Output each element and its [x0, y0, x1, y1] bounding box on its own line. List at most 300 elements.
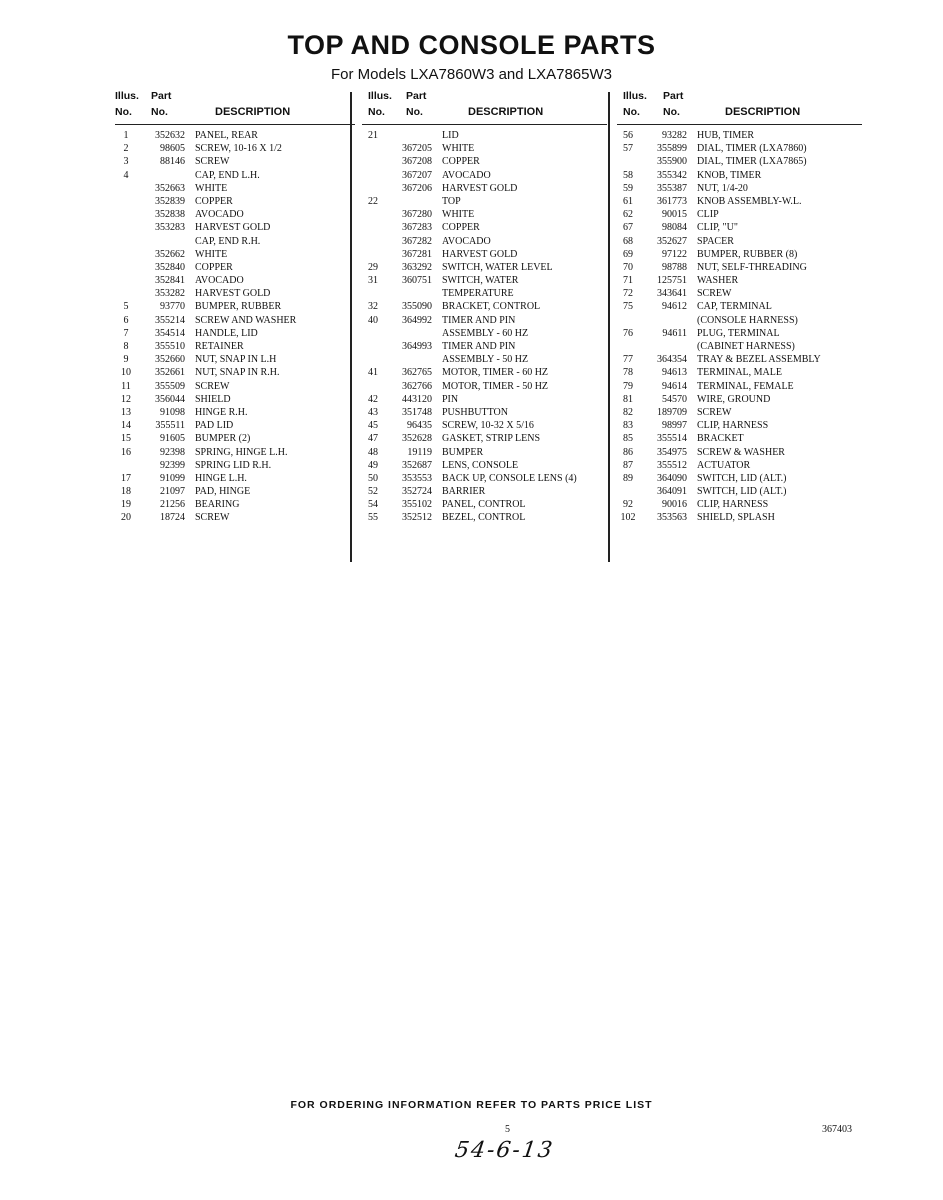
description: HARVEST GOLD — [195, 288, 271, 300]
part-no: 363292 — [402, 261, 432, 273]
illus-no — [115, 248, 137, 261]
table-row — [115, 485, 355, 498]
illus-no: 3 — [123, 156, 129, 168]
part-no: 352627 — [657, 235, 687, 247]
part-no — [137, 169, 195, 182]
description: BUMPER, RUBBER — [195, 301, 282, 313]
description: CLIP — [697, 209, 719, 221]
table-row — [362, 287, 607, 300]
illus-no — [362, 142, 384, 155]
illus-no: 58 — [623, 169, 633, 181]
illus-no: 72 — [623, 288, 633, 300]
part-no — [639, 314, 697, 327]
table-row — [362, 327, 607, 340]
illus-no: 16 — [121, 446, 131, 458]
part-no: 352661 — [155, 367, 185, 379]
description: MOTOR, TIMER - 60 HZ — [442, 367, 549, 379]
description: CLIP, "U" — [697, 222, 738, 234]
table-row — [617, 208, 862, 221]
table-row — [115, 432, 355, 445]
illus-no: 6 — [123, 314, 129, 326]
illus-no — [362, 169, 384, 182]
part-no: 355342 — [657, 169, 687, 181]
illus-no — [362, 380, 384, 393]
description: PAD LID — [195, 420, 234, 432]
parts-list — [617, 129, 862, 525]
table-row — [115, 129, 355, 142]
description: WHITE — [195, 182, 228, 194]
illus-no: 11 — [121, 380, 131, 392]
column-header — [617, 90, 862, 124]
part-no: 355509 — [155, 380, 185, 392]
table-row — [115, 274, 355, 287]
header-illus: Illus. — [623, 90, 647, 102]
table-row — [115, 393, 355, 406]
illus-no: 56 — [623, 130, 633, 141]
description: CAP, TERMINAL — [697, 301, 772, 313]
table-row — [617, 287, 862, 300]
part-no: 443120 — [402, 393, 432, 405]
illus-no: 47 — [368, 433, 378, 445]
illus-no — [362, 353, 384, 366]
part-no: 367205 — [402, 143, 432, 155]
part-no: 364091 — [657, 486, 687, 498]
illus-no — [115, 221, 137, 234]
part-no: 352662 — [155, 248, 185, 260]
part-no: 355511 — [155, 420, 185, 432]
part-no: 355900 — [657, 156, 687, 168]
description: SPRING, HINGE L.H. — [195, 446, 288, 458]
illus-no: 89 — [623, 472, 633, 484]
part-no: 355090 — [402, 301, 432, 313]
table-row — [115, 221, 355, 234]
table-row — [115, 169, 355, 182]
description: SPRING LID R.H. — [195, 459, 272, 471]
table-row — [115, 182, 355, 195]
part-no: 356044 — [155, 393, 185, 405]
part-no: 352512 — [402, 512, 432, 524]
part-no: 352628 — [402, 433, 432, 445]
part-no: 91098 — [160, 406, 185, 418]
description: COPPER — [195, 261, 233, 273]
illus-no — [617, 340, 639, 353]
part-no: 355514 — [657, 433, 687, 445]
part-no: 54570 — [662, 393, 687, 405]
illus-no: 43 — [368, 406, 378, 418]
description: BRACKET — [697, 433, 744, 445]
illus-no: 86 — [623, 446, 633, 458]
illus-no: 10 — [121, 367, 131, 379]
table-row — [115, 353, 355, 366]
description: HINGE R.H. — [195, 406, 248, 418]
part-no: 352724 — [402, 486, 432, 498]
table-row — [617, 459, 862, 472]
illus-no: 12 — [121, 393, 131, 405]
part-no: 352839 — [155, 195, 185, 207]
part-no: 355387 — [657, 182, 687, 194]
description: NUT, SNAP IN R.H. — [195, 367, 280, 379]
illus-no: 92 — [623, 499, 633, 511]
description: PANEL, REAR — [195, 130, 258, 141]
table-row — [115, 208, 355, 221]
description: PAD, HINGE — [195, 486, 251, 498]
part-no: 352663 — [155, 182, 185, 194]
description: SCREW — [195, 512, 230, 524]
description: CLIP, HARNESS — [697, 499, 769, 511]
description: BARRIER — [442, 486, 486, 498]
table-row — [115, 419, 355, 432]
description: PANEL, CONTROL — [442, 499, 526, 511]
illus-no — [617, 485, 639, 498]
description: AVOCADO — [195, 209, 244, 221]
table-row — [362, 485, 607, 498]
description: SWITCH, LID (ALT.) — [697, 472, 787, 484]
header-part: Part — [663, 90, 684, 102]
description: WIRE, GROUND — [697, 393, 771, 405]
part-no: 367207 — [402, 169, 432, 181]
part-no: 18724 — [160, 512, 185, 524]
header-illus-no: No. — [115, 106, 132, 118]
description: KNOB ASSEMBLY-W.L. — [697, 195, 802, 207]
part-no: 21256 — [160, 499, 185, 511]
part-no: 364993 — [402, 341, 432, 352]
description: TIMER AND PIN — [442, 314, 516, 326]
part-no — [639, 340, 697, 353]
illus-no: 17 — [121, 472, 131, 484]
illus-no — [362, 208, 384, 221]
table-row — [115, 406, 355, 419]
description: CAP, END L.H. — [195, 169, 260, 181]
part-no: 352838 — [155, 209, 185, 221]
illus-no: 8 — [123, 341, 129, 352]
illus-no — [362, 248, 384, 261]
part-no: 367282 — [402, 235, 432, 247]
illus-no: 82 — [623, 406, 633, 418]
illus-no — [115, 274, 137, 287]
page-number: 5 — [505, 1124, 510, 1135]
part-no: 343641 — [657, 288, 687, 300]
part-no: 364354 — [657, 354, 687, 366]
illus-no: 77 — [623, 354, 633, 366]
table-row — [617, 129, 862, 142]
description: BUMPER (2) — [195, 433, 251, 445]
description: TOP — [442, 195, 461, 207]
illus-no: 19 — [121, 499, 131, 511]
part-no: 92399 — [160, 459, 185, 471]
table-row — [362, 221, 607, 234]
illus-no: 54 — [368, 499, 378, 511]
table-row — [115, 380, 355, 393]
table-row — [362, 155, 607, 168]
illus-no: 5 — [123, 301, 129, 313]
part-no: 94613 — [662, 367, 687, 379]
description: ASSEMBLY - 60 HZ — [442, 327, 529, 339]
description: SCREW — [697, 288, 732, 300]
description: CLIP, HARNESS — [697, 420, 769, 432]
part-no: 94611 — [662, 327, 687, 339]
header-illus-no: No. — [623, 106, 640, 118]
table-row — [115, 446, 355, 459]
illus-no: 85 — [623, 433, 633, 445]
illus-no: 9 — [123, 354, 129, 366]
illus-no: 1 — [123, 130, 129, 141]
part-no: 96435 — [407, 420, 432, 432]
table-row — [617, 261, 862, 274]
description: SCREW, 10-32 X 5/16 — [442, 420, 534, 432]
header-description: DESCRIPTION — [468, 106, 544, 118]
description: TERMINAL, MALE — [697, 367, 782, 379]
part-no: 367206 — [402, 182, 432, 194]
parts-column-3 — [617, 90, 862, 525]
illus-no: 55 — [368, 512, 378, 524]
illus-no: 61 — [623, 195, 633, 207]
description: MOTOR, TIMER - 50 HZ — [442, 380, 549, 392]
part-no — [384, 327, 442, 340]
part-no: 367283 — [402, 222, 432, 234]
table-row — [362, 314, 607, 327]
table-row — [362, 142, 607, 155]
header-part-no: No. — [663, 106, 680, 118]
illus-no — [362, 221, 384, 234]
table-row — [362, 498, 607, 511]
part-no: 91099 — [160, 472, 185, 484]
parts-column-1 — [115, 90, 355, 525]
part-no: 91605 — [160, 433, 185, 445]
part-no — [384, 129, 442, 142]
part-no: 353563 — [657, 512, 687, 524]
part-no: 93770 — [160, 301, 185, 313]
illus-no: 7 — [123, 327, 129, 339]
illus-no: 18 — [121, 486, 131, 498]
header-description: DESCRIPTION — [725, 106, 801, 118]
illus-no: 69 — [623, 248, 633, 260]
part-no: 352840 — [155, 261, 185, 273]
table-row — [617, 182, 862, 195]
illus-no: 40 — [368, 314, 378, 326]
table-row — [617, 353, 862, 366]
part-no: 93282 — [662, 130, 687, 141]
description: WHITE — [195, 248, 228, 260]
table-row — [617, 511, 862, 524]
part-no: 367281 — [402, 248, 432, 260]
table-row — [115, 142, 355, 155]
ordering-footer: FOR ORDERING INFORMATION REFER TO PARTS PRICE LIST — [290, 1099, 653, 1111]
description: SWITCH, WATER LEVEL — [442, 261, 553, 273]
table-row — [617, 274, 862, 287]
illus-no: 75 — [623, 301, 633, 313]
illus-no: 71 — [623, 275, 633, 287]
illus-no: 57 — [623, 143, 633, 155]
illus-no: 79 — [623, 380, 633, 392]
description: HARVEST GOLD — [195, 222, 271, 234]
part-no: 90016 — [662, 499, 687, 511]
description: HARVEST GOLD — [442, 248, 518, 260]
part-no: 98605 — [160, 143, 185, 155]
description: SCREW, 10-16 X 1/2 — [195, 143, 282, 155]
table-row — [362, 182, 607, 195]
part-no: 367280 — [402, 209, 432, 221]
description: SHIELD, SPLASH — [697, 512, 775, 524]
illus-no — [115, 459, 137, 472]
table-row — [617, 472, 862, 485]
description: TEMPERATURE — [442, 288, 514, 300]
page-title: TOP AND CONSOLE PARTS — [287, 30, 656, 60]
description: KNOB, TIMER — [697, 169, 762, 181]
illus-no: 22 — [368, 195, 378, 207]
illus-no: 87 — [623, 459, 633, 471]
part-no: 351748 — [402, 406, 432, 418]
table-row — [362, 274, 607, 287]
header-rule — [115, 124, 355, 125]
illus-no — [362, 340, 384, 353]
description: BEARING — [195, 499, 240, 511]
illus-no: 20 — [121, 512, 131, 524]
description: ASSEMBLY - 50 HZ — [442, 354, 529, 366]
illus-no: 4 — [123, 169, 129, 181]
table-row — [362, 393, 607, 406]
header-illus: Illus. — [115, 90, 139, 102]
table-row — [362, 235, 607, 248]
table-row — [115, 459, 355, 472]
part-no: 98788 — [662, 261, 687, 273]
parts-list — [115, 129, 355, 525]
part-no: 355512 — [657, 459, 687, 471]
illus-no: 59 — [623, 182, 633, 194]
table-row — [115, 195, 355, 208]
illus-no: 70 — [623, 261, 633, 273]
illus-no — [115, 208, 137, 221]
part-no: 90015 — [662, 209, 687, 221]
description: HARVEST GOLD — [442, 182, 518, 194]
description: SCREW AND WASHER — [195, 314, 297, 326]
description: DIAL, TIMER (LXA7860) — [697, 143, 807, 155]
table-row — [362, 366, 607, 379]
description: SHIELD — [195, 393, 231, 405]
part-no: 97122 — [662, 248, 687, 260]
header-illus-no: No. — [368, 106, 385, 118]
part-no: 362766 — [402, 380, 432, 392]
description: BUMPER, RUBBER (8) — [697, 248, 798, 260]
illus-no: 41 — [368, 367, 378, 379]
table-row — [362, 300, 607, 313]
description: SCREW — [195, 380, 230, 392]
header-description: DESCRIPTION — [215, 106, 291, 118]
table-row — [617, 432, 862, 445]
part-no: 352841 — [155, 275, 185, 287]
description: WHITE — [442, 143, 475, 155]
table-row — [115, 155, 355, 168]
table-row — [362, 169, 607, 182]
table-row — [115, 261, 355, 274]
table-row — [115, 498, 355, 511]
illus-no — [362, 235, 384, 248]
description: NUT, 1/4-20 — [697, 182, 748, 194]
part-no: 352687 — [402, 459, 432, 471]
table-row — [617, 142, 862, 155]
table-row — [617, 485, 862, 498]
part-no: 355899 — [657, 143, 687, 155]
description: BACK UP, CONSOLE LENS (4) — [442, 472, 577, 484]
description: PIN — [442, 393, 459, 405]
table-row — [362, 406, 607, 419]
table-row — [115, 327, 355, 340]
description: AVOCADO — [442, 235, 491, 247]
illus-no: 52 — [368, 486, 378, 498]
part-no: 98084 — [662, 222, 687, 234]
illus-no: 31 — [368, 275, 378, 287]
part-no: 352660 — [155, 354, 185, 366]
description: SCREW — [697, 406, 732, 418]
header-rule — [617, 124, 862, 125]
illus-no: 68 — [623, 235, 633, 247]
part-no — [384, 195, 442, 208]
part-no: 353283 — [155, 222, 185, 234]
part-no: 361773 — [657, 195, 687, 207]
illus-no: 15 — [121, 433, 131, 445]
illus-no — [115, 195, 137, 208]
description: NUT, SNAP IN L.H — [195, 354, 277, 366]
table-row — [362, 472, 607, 485]
description: BUMPER — [442, 446, 484, 458]
part-no: 88146 — [160, 156, 185, 168]
table-row — [115, 287, 355, 300]
illus-no: 67 — [623, 222, 633, 234]
table-row — [362, 261, 607, 274]
table-row — [115, 300, 355, 313]
table-row — [362, 459, 607, 472]
illus-no: 62 — [623, 209, 633, 221]
description: WASHER — [697, 275, 739, 287]
description: BEZEL, CONTROL — [442, 512, 526, 524]
description: COPPER — [442, 156, 480, 168]
table-row — [115, 366, 355, 379]
table-row — [115, 340, 355, 353]
part-no — [137, 235, 195, 248]
description: CAP, END R.H. — [195, 235, 261, 247]
description: TRAY & BEZEL ASSEMBLY — [697, 354, 821, 366]
illus-no: 81 — [623, 393, 633, 405]
part-no: 189709 — [657, 406, 687, 418]
description: SCREW — [195, 156, 230, 168]
table-row — [617, 419, 862, 432]
header-rule — [362, 124, 607, 125]
table-row — [617, 155, 862, 168]
part-no: 354975 — [657, 446, 687, 458]
part-no: 21097 — [160, 486, 185, 498]
part-no — [384, 353, 442, 366]
table-row — [617, 340, 862, 353]
part-no: 364090 — [657, 472, 687, 484]
table-row — [617, 380, 862, 393]
description: HUB, TIMER — [697, 130, 755, 141]
illus-no: 49 — [368, 459, 378, 471]
part-no: 354514 — [155, 327, 185, 339]
illus-no — [617, 314, 639, 327]
table-row — [115, 248, 355, 261]
description: COPPER — [442, 222, 480, 234]
description: COPPER — [195, 195, 233, 207]
description: SWITCH, WATER — [442, 275, 519, 287]
description: AVOCADO — [442, 169, 491, 181]
table-row — [617, 300, 862, 313]
column-header — [362, 90, 607, 124]
table-row — [115, 314, 355, 327]
illus-no — [362, 155, 384, 168]
illus-no — [617, 155, 639, 168]
parts-column-2 — [362, 90, 607, 525]
table-row — [617, 235, 862, 248]
part-no: 364992 — [402, 314, 432, 326]
